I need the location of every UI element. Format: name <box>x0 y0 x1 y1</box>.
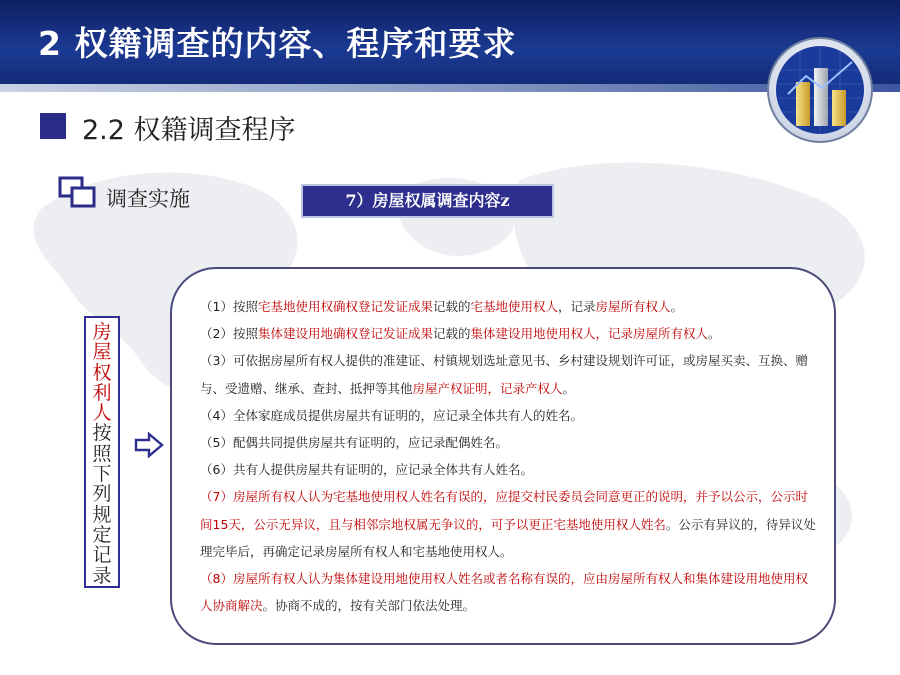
item-text: 。 <box>670 299 684 314</box>
list-item <box>200 456 816 483</box>
vertical-label <box>84 316 120 588</box>
right-arrow-icon <box>134 432 164 458</box>
vertical-label-char: 按 <box>92 422 112 445</box>
list-item <box>200 320 816 347</box>
vertical-label-char: 下 <box>92 463 112 486</box>
item-text: 记载的 <box>432 299 471 314</box>
list-item <box>200 429 816 456</box>
list-item <box>200 293 816 320</box>
item-text: （6）共有人提供房屋共有证明的，应记录全体共有人姓名。 <box>200 462 533 478</box>
vertical-label-char: 照 <box>92 442 112 465</box>
vertical-label-char: 权 <box>92 361 112 384</box>
content-box <box>170 267 836 645</box>
subsection-title: 调查实施 <box>106 187 190 211</box>
highlighted-text: 房屋产权证明，记录产权人 <box>412 380 563 396</box>
highlighted-text: 房屋所有权人 <box>595 299 671 314</box>
item-text: 。协商不成的，按有关部门依法处理。 <box>262 598 476 614</box>
highlighted-text: （7）房屋所有权人认为宅基地使用权人姓名有误的，应提交村民委员会同意更正的说明，并予以公示，公示时间15天，公示无异议，且与相邻宗地权属无争议的，可予以更正宅基地使用权人姓名 <box>200 489 808 532</box>
item-text: 。公示有异议的，待异议处理完毕后，再确定记录房屋所有权人和宅基地使用权人。 <box>200 516 816 559</box>
vertical-label-char: 定 <box>92 523 112 546</box>
vertical-label-char: 房 <box>92 321 112 343</box>
content-banner: 7）房屋权属调查内容z <box>301 184 554 218</box>
item-text: （1）按照 <box>200 299 258 314</box>
vertical-label-char: 列 <box>92 483 112 506</box>
header-stripe <box>0 84 900 92</box>
content-list <box>200 293 816 619</box>
vertical-label-dark-chars <box>86 423 118 585</box>
page-title: 2 权籍调查的内容、程序和要求 <box>38 24 517 63</box>
highlighted-text: （8）房屋所有权人认为集体建设用地使用权人姓名或者名称有误的，应由房屋所有权人和集体建设用地使用权人协商解决 <box>200 571 808 614</box>
item-text: ，记录 <box>558 299 596 314</box>
list-item <box>200 402 816 429</box>
overlapping-squares-icon <box>58 176 98 210</box>
section-bullet <box>40 113 66 139</box>
highlighted-text: 集体建设用地使用权人，记录房屋所有权人 <box>470 326 708 342</box>
item-text: 。 <box>562 380 576 396</box>
bar-chart-logo-icon <box>766 36 874 144</box>
list-item <box>200 565 816 619</box>
vertical-label-char: 人 <box>92 402 112 425</box>
highlighted-text: 宅基地使用权确权登记发证成果 <box>257 299 433 314</box>
vertical-label-char: 屋 <box>92 341 112 364</box>
vertical-label-char: 录 <box>92 564 112 587</box>
item-text: （5）配偶共同提供房屋共有证明的，应记录配偶姓名。 <box>200 435 508 451</box>
list-item <box>200 483 816 565</box>
vertical-label-char: 利 <box>92 381 112 404</box>
item-text: （2）按照 <box>200 326 258 342</box>
vertical-label-char: 规 <box>92 503 112 526</box>
item-text: 记载的 <box>432 326 471 342</box>
vertical-label-red-chars <box>86 322 118 423</box>
section-title: 2.2 权籍调查程序 <box>82 115 296 146</box>
item-text: （4）全体家庭成员提供房屋共有证明的，应记录全体共有人的姓名。 <box>200 407 583 423</box>
vertical-label-char: 记 <box>92 544 112 567</box>
list-item <box>200 347 816 401</box>
item-text: （3）可依据房屋所有权人提供的准建证、村镇规划选址意见书、乡村建设规划许可证，或房屋买卖、互换、赠与、受遗赠、继承、查封、抵押等其他 <box>200 353 808 396</box>
highlighted-text: 宅基地使用权人 <box>470 299 558 314</box>
item-text: 。 <box>708 326 721 342</box>
highlighted-text: 集体建设用地确权登记发证成果 <box>257 326 433 342</box>
